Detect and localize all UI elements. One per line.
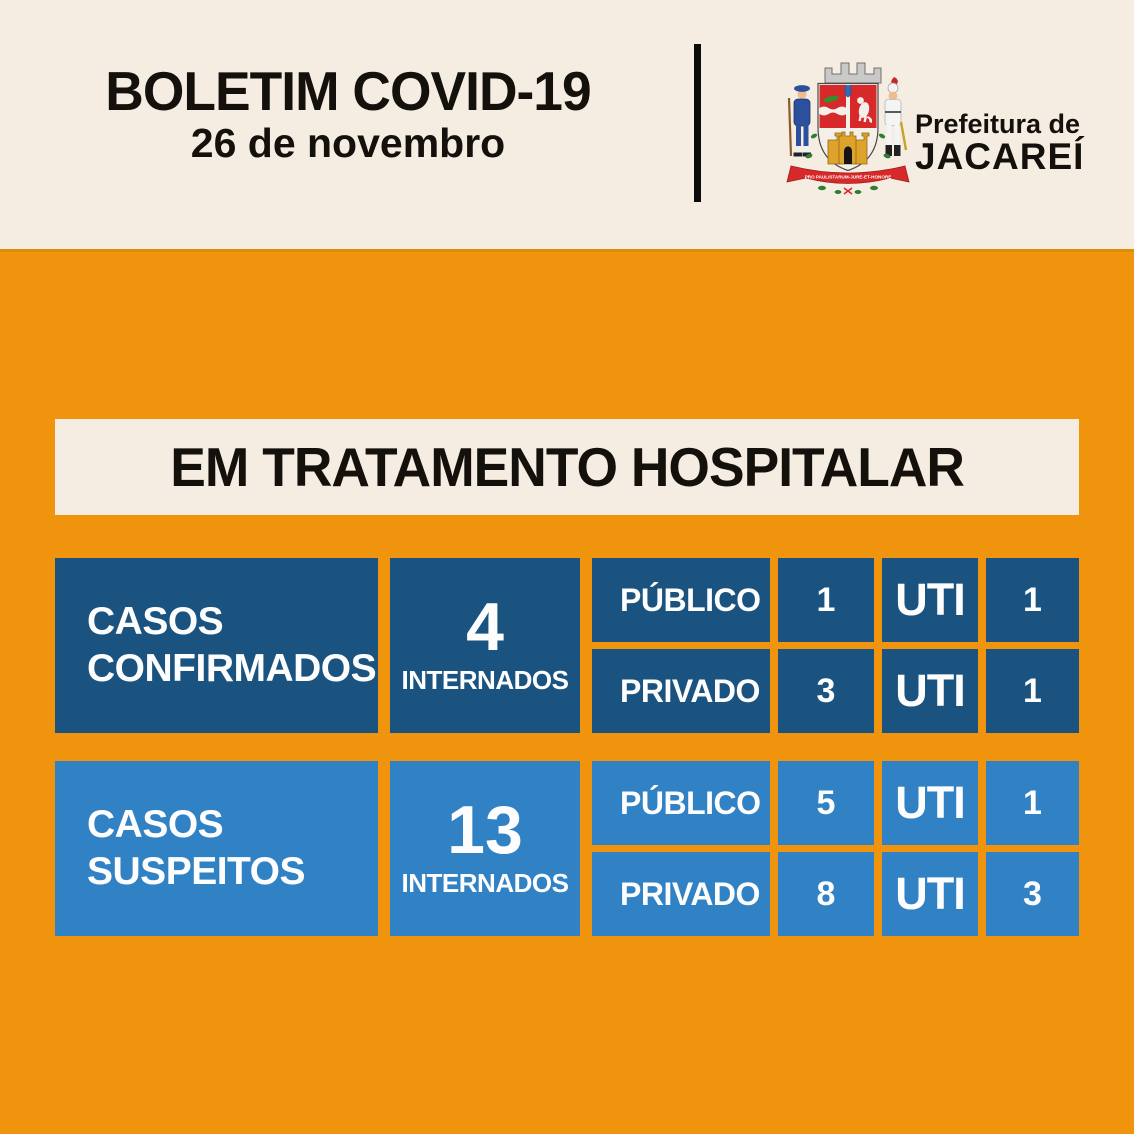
sector-label: PRIVADO <box>620 875 760 912</box>
uti-label: UTI <box>895 574 965 625</box>
right-supporter-figure <box>885 77 906 156</box>
uti-count-value: 3 <box>1023 874 1042 913</box>
shield <box>818 84 878 171</box>
cell-count-publico <box>778 761 874 845</box>
uti-count-value: 1 <box>1023 783 1042 822</box>
uti-count-value: 1 <box>1023 671 1042 710</box>
category-box-confirmados <box>55 558 378 733</box>
category-box-suspeitos <box>55 761 378 936</box>
cell-uti-label <box>882 852 978 936</box>
motto-text: PRO PAULISTARUM-JURE-ET-HONORE <box>804 174 892 180</box>
coat-of-arms-icon <box>778 52 918 202</box>
org-name-line2: JACAREÍ <box>915 136 1085 178</box>
count-value: 5 <box>816 783 836 822</box>
section-banner <box>55 419 1079 515</box>
cell-uti-label <box>882 761 978 845</box>
uti-label: UTI <box>895 665 965 716</box>
count-value: 3 <box>816 671 836 710</box>
cell-uti-label <box>882 558 978 642</box>
category-line1: CASOS <box>87 600 224 644</box>
row-casos-suspeitos <box>55 761 1079 936</box>
total-caption: INTERNADOS <box>401 664 569 695</box>
count-value: 8 <box>816 874 836 913</box>
bulletin-date: 26 de novembro <box>190 120 506 166</box>
ribbon-knot <box>844 188 852 194</box>
total-box-confirmados <box>390 558 580 733</box>
uti-label: UTI <box>895 777 965 828</box>
cell-count-publico <box>778 558 874 642</box>
org-name-block <box>915 109 1085 178</box>
total-box-suspeitos <box>390 761 580 936</box>
uti-count-value: 1 <box>1023 580 1042 619</box>
header-divider <box>694 44 701 202</box>
category-line2: SUSPEITOS <box>87 849 306 893</box>
cell-uti-count <box>986 852 1079 936</box>
section-banner-title: EM TRATAMENTO HOSPITALAR <box>170 436 964 498</box>
total-caption: INTERNADOS <box>401 867 569 898</box>
cell-sector-privado <box>592 852 770 936</box>
cell-sector-publico <box>592 558 770 642</box>
sector-label: PÚBLICO <box>620 581 761 618</box>
cell-count-privado <box>778 649 874 733</box>
category-label <box>87 599 376 691</box>
detail-grid-confirmados <box>592 558 1079 733</box>
left-supporter-figure <box>789 85 811 156</box>
category-line1: CASOS <box>87 803 224 847</box>
cell-sector-publico <box>592 761 770 845</box>
cell-count-privado <box>778 852 874 936</box>
cell-sector-privado <box>592 649 770 733</box>
bulletin-title-block <box>58 60 638 166</box>
jacarei-coat-of-arms <box>778 52 918 202</box>
category-line2: CONFIRMADOS <box>87 646 377 690</box>
cell-uti-label <box>882 649 978 733</box>
header-bar <box>0 0 1134 252</box>
total-internados-suspeitos: 13 <box>447 792 523 869</box>
bulletin-title: BOLETIM COVID-19 <box>105 60 591 122</box>
sector-label: PÚBLICO <box>620 784 761 821</box>
row-casos-confirmados <box>55 558 1079 733</box>
uti-label: UTI <box>895 868 965 919</box>
count-value: 1 <box>816 580 836 619</box>
detail-grid-suspeitos <box>592 761 1079 936</box>
sector-label: PRIVADO <box>620 672 760 709</box>
mural-crown <box>825 63 881 83</box>
category-label <box>87 802 305 894</box>
content-area <box>0 255 1134 936</box>
cell-uti-count <box>986 761 1079 845</box>
cell-uti-count <box>986 558 1079 642</box>
cell-uti-count <box>986 649 1079 733</box>
total-internados-confirmados: 4 <box>466 589 504 666</box>
org-name-line1: Prefeitura de <box>915 109 1081 139</box>
